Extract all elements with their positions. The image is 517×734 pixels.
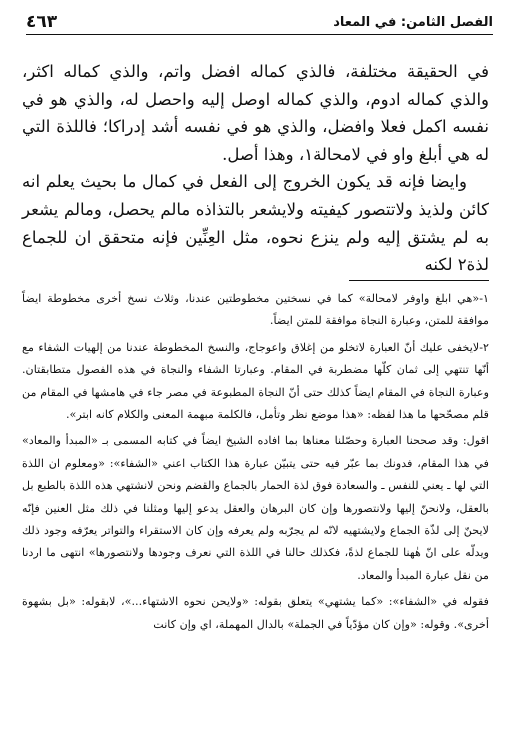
page-number: ٤٦٣	[26, 12, 58, 32]
main-text	[22, 58, 489, 279]
footnote-separator	[349, 280, 489, 281]
footnote-4: فقوله في «الشفاء»: «كما يشتهي» يتعلق بقوله: «ولايحن نحوه الاشتهاء...»، لابقوله: «بل بشهوة أخرى». وقوله: «وإن كان مؤدّياً في الجملة» بالدال المهملة، اي وإن كانت	[22, 595, 489, 631]
main-paragraph-2: وايضا فإنه قد يكون الخروج إلى الفعل في كمال ما بحيث يعلم انه كائن ولذيذ ولاتتصور كيفيته ولايشعر بالتذاذه مالم يحصل، ومالم يشعر به لم يشتق إليه ولم ينزع نحوه، مثل العِنِّين فإنه متحقق ان للجماع لذة٢ لكنه	[22, 172, 489, 275]
footnotes	[22, 288, 489, 636]
footnote-2: ٢-لايخفى عليك أنّ العبارة لاتخلو من إغلاق واعوجاج، والنسخ المخطوطة عندنا من إلهيات الشفاء مع أنّها تنتهي إلى ثمان كلّها مضطربة في المقام. وعبارتا الشفاء والنجاة في هذه الفصول متطابقتان. وعبارة النجاة في المقام ايضاً كذلك حتى أنّ النجاة المطبوعة في مصر جاء في هامشها في المقام من قلم مصحّحها ما هذا لفظه: «هذا موضع نظر وتأمل، فالكلمة مبهمة المعنى والكلام كانه ابتر».	[22, 340, 489, 422]
footnote-1: ١-«هي ابلغ واوفر لامحالة» كما في نسختين مخطوطتين عندنا، وثلاث نسخ أخرى مخطوطة ايضاً موافقة للمتن، وعبارة النجاة موافقة للمتن ايضاً.	[22, 292, 489, 328]
main-paragraph-1: في الحقيقة مختلفة، فالذي كماله افضل واتم، والذي كماله اكثر، والذي كماله ادوم، والذي كماله اوصل إليه واحصل له، والذي هو في نفسه اكمل فعلا وافضل، والذي هو في نفسه أشد إدراكا؛ فاللذة التي له هي أبلغ واو في لامحالة١، وهذا أصل.	[22, 62, 489, 164]
running-head: الفصل الثامن: في المعاد	[333, 14, 493, 30]
footnote-3: اقول: وقد صححنا العبارة وحصّلنا معناها بما افاده الشيخ ايضاً في كتابه المسمى بـ «المبدأ والمعاد» في هذا المقام، فدونك بما عبّر فيه حتى يتبيّن عبارة هذا الكتاب اعني «الشفاء»: «ومعلوم ان اللذة التي لها ـ يعني للنفس ـ والسعادة فوق لذة الحمار بالجماع والقضم ونحن لانشتهي هذه اللذة بالطبع بل بالعقل، ولانحنّ إليها ولانتصورها وإن كان البرهان والعقل يدعو إليها ومثلنا في ذلك مثل العنين فإنّه لايحنّ إلى لذّة الجماع ولايشتهيه لانّه لم يجرّبه ولم يعرفه وإن كان الاستقراء والتواتر يعرّفه وجود ذلك ويدلّه على انّ هٰهنا للجماع لذةً، فكذلك حالنا في اللذة التي نعرف وجودها ولانتصورها» انتهى ما اردنا من نقل عبارة المبدأ والمعاد.	[22, 434, 489, 582]
page-header	[26, 10, 493, 35]
